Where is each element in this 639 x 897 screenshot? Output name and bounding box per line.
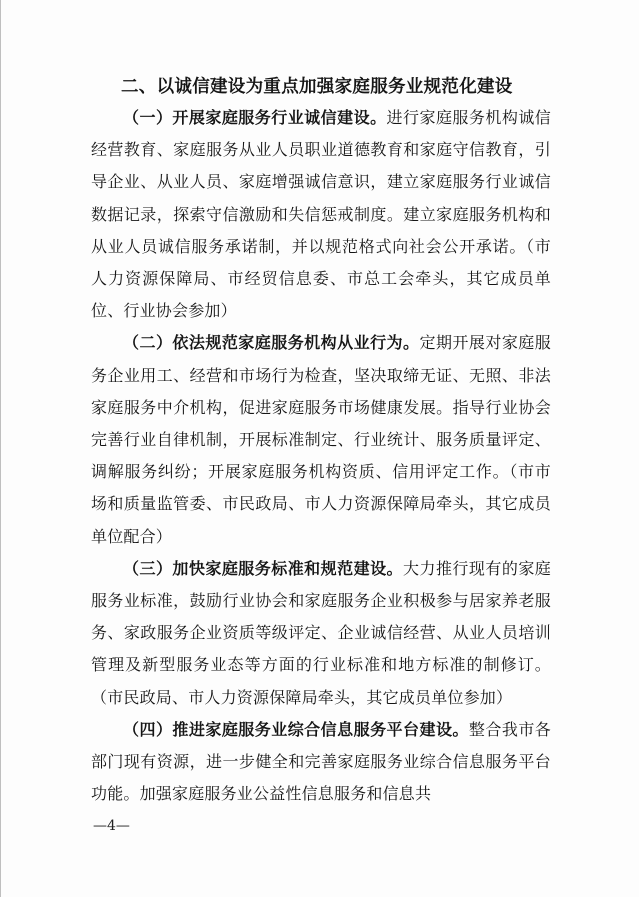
- paragraph-1-heading: （一）开展家庭服务行业诚信建设。: [123, 108, 387, 127]
- document-body: [91, 72, 551, 810]
- paragraph-2: [91, 327, 551, 552]
- paragraph-3-heading: （三）加快家庭服务标准和规范建设。: [123, 558, 404, 578]
- paragraph-4-heading: （四）推进家庭服务业综合信息服务平台建设。: [123, 719, 469, 739]
- paragraph-3: [91, 553, 551, 714]
- paragraph-2-body: 定期开展对家庭服务企业用工、经营和市场行为检查，坚决取缔无证、无照、非法家庭服务中介机构，促进家庭服务市场健康发展。指导行业协会完善行业自律机制，开展标准制定、行业统计、服务质量评定、调解服务纠纷；开展家庭服务机构资质、信用评定工作。（市市场和质量监管委、市民政局、市人力资源保障局牵头，其它成员单位配合）: [91, 333, 551, 546]
- paragraph-4-body: 整合我市各部门现有资源，进一步健全和完善家庭服务业综合信息服务平台功能。加强家庭服务业公益性信息服务和信息共: [91, 719, 551, 804]
- section-title: 二、以诚信建设为重点加强家庭服务业规范化建设: [121, 77, 513, 97]
- paragraph-1: [91, 102, 551, 327]
- paragraph-3-body: 大力推行现有的家庭服务业标准，鼓励行业协会和家庭服务企业积极参与居家养老服务、家政服务企业资质等级评定、企业诚信经营、从业人员培训管理及新型服务业态等方面的行业标准和地方标准的制修订。（市民政局、市人力资源保障局牵头，其它成员单位参加）: [91, 558, 551, 707]
- page-number: —4—: [93, 818, 130, 834]
- paragraph-4: [91, 714, 551, 811]
- paragraph-1-body: 进行家庭服务机构诚信经营教育、家庭服务从业人员职业道德教育和家庭守信教育，引导企业、从业人员、家庭增强诚信意识，建立家庭服务行业诚信数据记录，探索守信激励和失信惩戒制度。建立家庭服务机构和从业人员诚信服务承诺制，并以规范格式向社会公开承诺。（市人力资源保障局、市经贸信息委、市总工会牵头，其它成员单位、行业协会参加）: [91, 108, 551, 321]
- paragraph-2-heading: （二）依法规范家庭服务机构从业行为。: [123, 333, 420, 353]
